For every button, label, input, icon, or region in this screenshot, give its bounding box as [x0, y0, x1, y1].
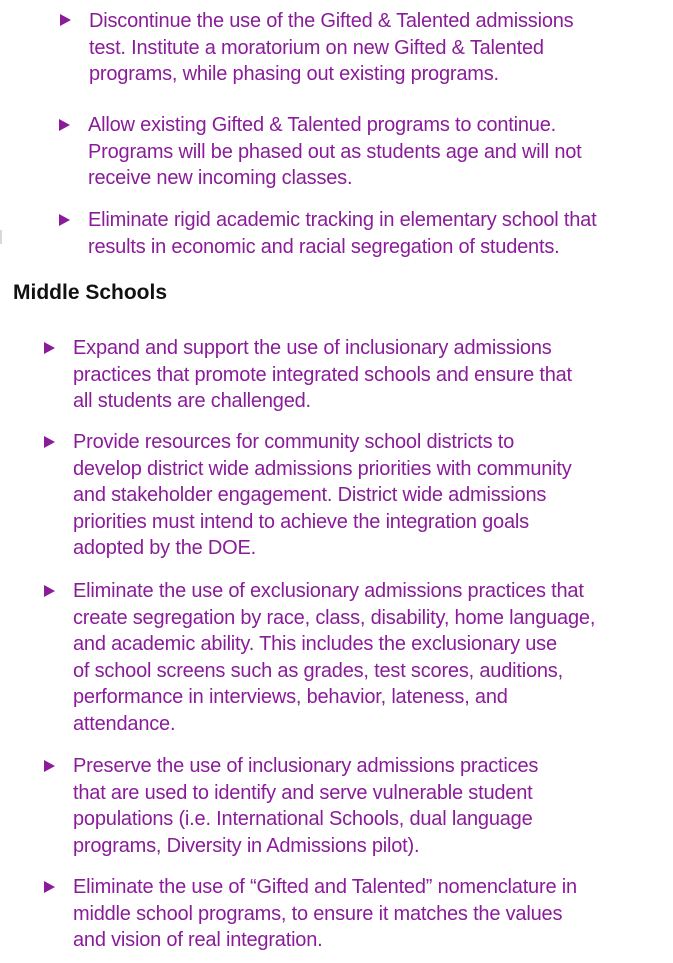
ms-bullet-3-line-6: attendance.	[73, 712, 176, 735]
ms-bullet-4-line-1: Preserve the use of inclusionary admissions practices	[73, 755, 539, 777]
ms-bullet-5-line-2: middle school programs, to ensure it matches the values	[73, 902, 563, 925]
page-edge-mark	[0, 230, 2, 244]
ms-bullet-3-line-2: create segregation by race, class, disability, home language,	[73, 606, 596, 629]
ms-bullet-1-line-2: practices that promote integrated schools and ensure that	[73, 363, 572, 386]
ms-bullet-5-line-1: Eliminate the use of “Gifted and Talented” nomenclature in	[73, 876, 577, 898]
ms-bullet-4-line-4: programs, Diversity in Admissions pilot).	[73, 834, 420, 857]
bullet-arrow-icon	[60, 14, 71, 26]
ms-bullet-4-line-2: that are used to identify and serve vulnerable student	[73, 781, 533, 804]
bullet-arrow-icon	[44, 760, 55, 772]
bullet-arrow-icon	[59, 119, 70, 131]
bullet-arrow-icon	[44, 436, 55, 448]
ms-bullet-2-line-4: priorities must intend to achieve the integration goals	[73, 510, 529, 533]
ms-bullet-2-line-3: and stakeholder engagement. District wide admissions	[73, 484, 547, 507]
ms-bullet-3-line-3: and academic ability. This includes the exclusionary use	[73, 633, 557, 656]
ms-bullet-2-line-5: adopted by the DOE.	[73, 537, 256, 560]
bullet-arrow-icon	[59, 214, 70, 226]
ms-bullet-1	[73, 335, 572, 415]
gt-bullet-2	[88, 112, 582, 192]
bullet-arrow-icon	[44, 881, 55, 893]
ms-bullet-3-line-4: of school screens such as grades, test scores, auditions,	[73, 659, 563, 682]
ms-bullet-2-line-1: Provide resources for community school districts to	[73, 431, 515, 453]
ms-bullet-2-line-2: develop district wide admissions priorities with community	[73, 457, 572, 480]
gt-bullet-2-line-1: Allow existing Gifted & Talented programs to continue.	[88, 114, 556, 136]
ms-bullet-3	[73, 578, 595, 738]
gt-bullet-3-line-2: results in economic and racial segregation of students.	[88, 235, 560, 258]
ms-bullet-1-line-1: Expand and support the use of inclusionary admissions	[73, 337, 552, 359]
ms-bullet-2	[73, 429, 572, 562]
bullet-arrow-icon	[44, 342, 55, 354]
ms-bullet-4	[73, 753, 538, 859]
gt-bullet-3-line-1: Eliminate rigid academic tracking in elementary school that	[88, 209, 597, 231]
section-heading-middle-schools: Middle Schools	[13, 281, 168, 304]
ms-bullet-4-line-3: populations (i.e. International Schools, dual language	[73, 808, 533, 831]
ms-bullet-3-line-5: performance in interviews, behavior, lateness, and	[73, 686, 508, 709]
gt-bullet-2-line-2: Programs will be phased out as students age and will not	[88, 140, 582, 163]
ms-bullet-5	[73, 874, 577, 954]
gt-bullet-2-line-3: receive new incoming classes.	[88, 167, 353, 190]
ms-bullet-3-line-1: Eliminate the use of exclusionary admissions practices that	[73, 580, 584, 602]
gt-bullet-3	[88, 207, 596, 260]
gt-bullet-1-line-1: Discontinue the use of the Gifted & Talented admissions	[89, 10, 574, 32]
gt-bullet-1-line-3: programs, while phasing out existing programs.	[89, 63, 499, 86]
gt-bullet-1	[89, 8, 573, 88]
ms-bullet-5-line-3: and vision of real integration.	[73, 929, 323, 952]
gt-bullet-1-line-2: test. Institute a moratorium on new Gifted & Talented	[89, 36, 544, 59]
ms-bullet-1-line-3: all students are challenged.	[73, 390, 311, 413]
bullet-arrow-icon	[44, 585, 55, 597]
